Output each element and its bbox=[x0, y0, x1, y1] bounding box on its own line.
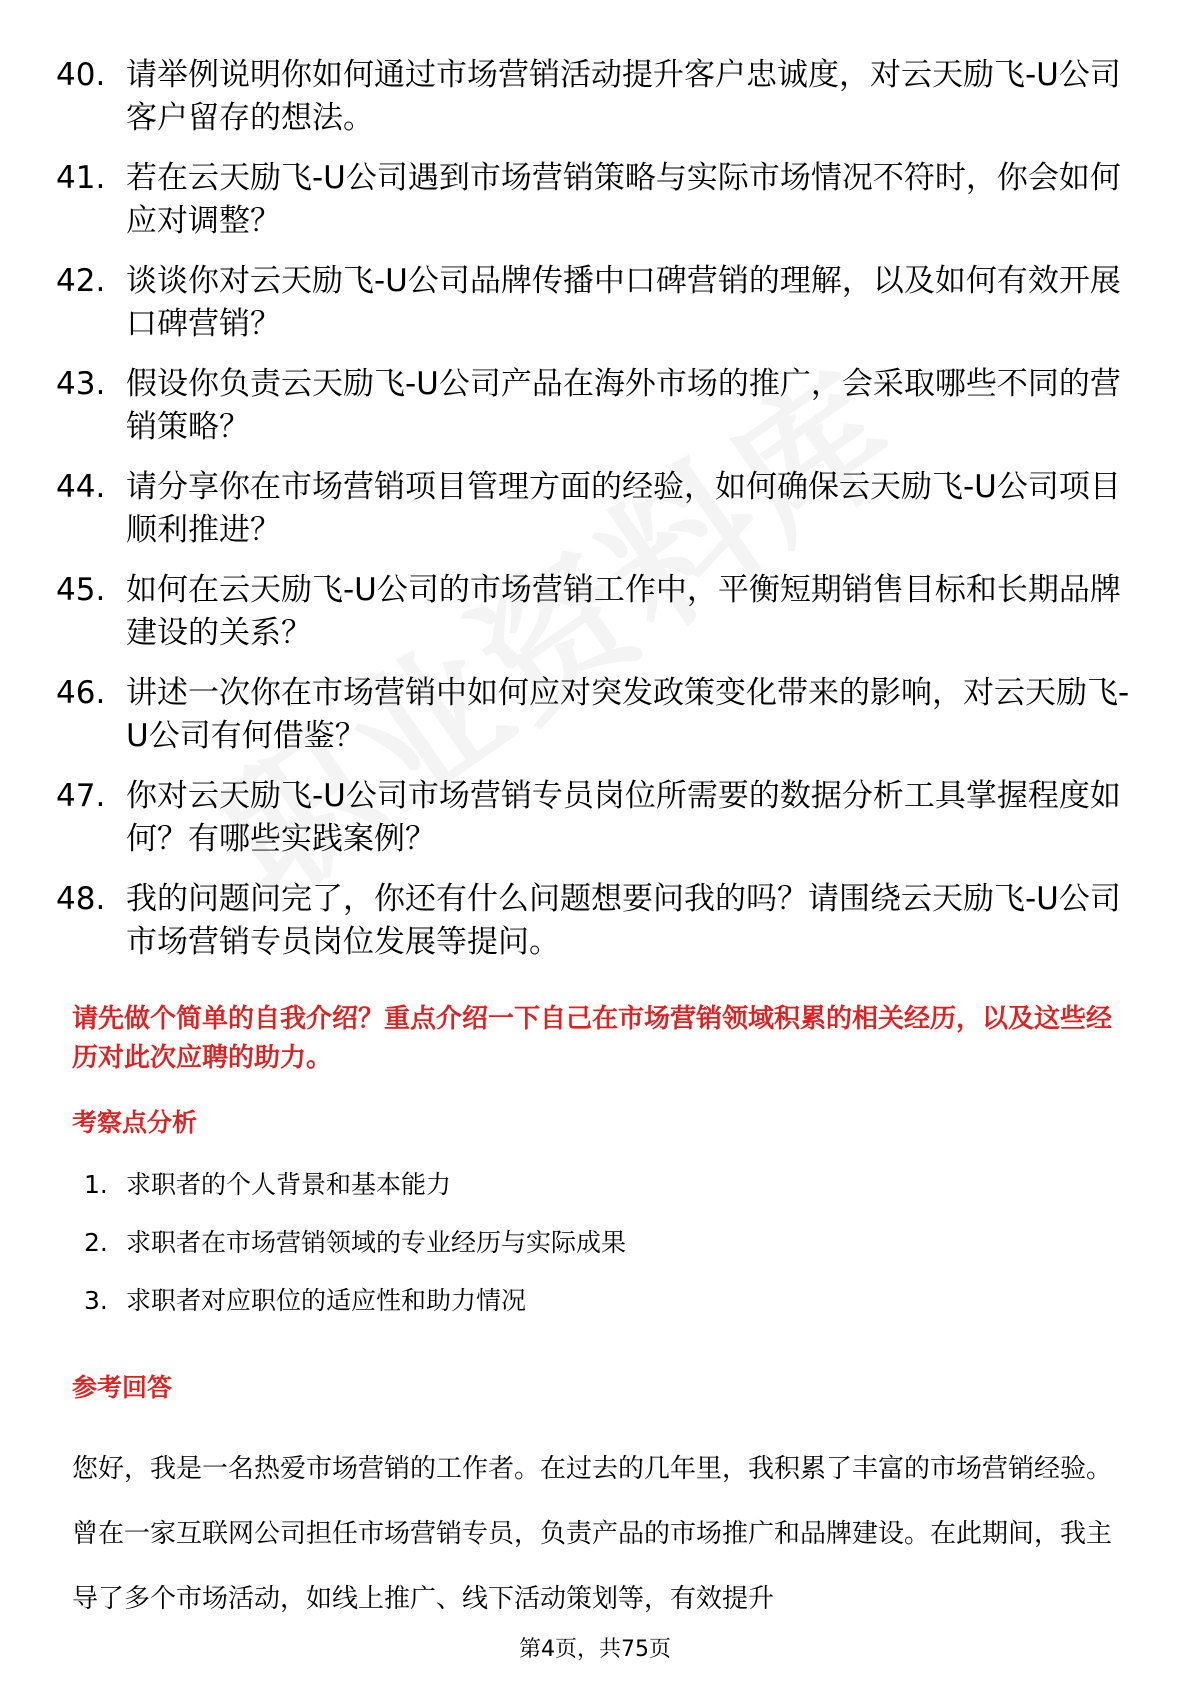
question-number: 41. bbox=[56, 160, 106, 196]
reference-answer: 您好，我是一名热爱市场营销的工作者。在过去的几年里，我积累了丰富的市场营销经验。曾在一家互联网公司担任市场营销专员，负责产品的市场推广和品牌建设。在此期间，我主导了多个市场活动，如线上推广、线下活动策划等，有效提升 bbox=[72, 1454, 1113, 1614]
question-item bbox=[56, 569, 1136, 655]
question-item bbox=[56, 363, 1136, 449]
reference-title: 参考回答 bbox=[72, 1373, 173, 1402]
point-text: 求职者的个人背景和基本能力 bbox=[126, 1170, 452, 1199]
question-text: 我的问题问完了，你还有什么问题想要问我的吗？请围绕云天励飞-U公司市场营销专员岗位发展等提问。 bbox=[126, 881, 1121, 960]
question-text: 你对云天励飞-U公司市场营销专员岗位所需要的数据分析工具掌握程度如何？有哪些实践案例？ bbox=[126, 778, 1121, 857]
question-number: 45. bbox=[56, 572, 106, 608]
point-number: 2. bbox=[84, 1228, 108, 1257]
question-number: 47. bbox=[56, 778, 106, 814]
question-text: 讲述一次你在市场营销中如何应对突发政策变化带来的影响，对云天励飞-U公司有何借鉴？ bbox=[126, 675, 1130, 754]
question-item bbox=[56, 878, 1136, 964]
question-item bbox=[56, 157, 1136, 243]
question-text: 请分享你在市场营销项目管理方面的经验，如何确保云天励飞-U公司项目顺利推进？ bbox=[126, 469, 1121, 548]
analysis-point bbox=[84, 1283, 1084, 1319]
question-text: 假设你负责云天励飞-U公司产品在海外市场的推广，会采取哪些不同的营销策略？ bbox=[126, 366, 1121, 445]
question-text: 若在云天励飞-U公司遇到市场营销策略与实际市场情况不符时，你会如何应对调整？ bbox=[126, 160, 1121, 239]
question-item bbox=[56, 260, 1136, 346]
question-text: 请举例说明你如何通过市场营销活动提升客户忠诚度，对云天励飞-U公司客户留存的想法。 bbox=[126, 57, 1121, 136]
question-list bbox=[56, 54, 1136, 981]
intro-question: 请先做个简单的自我介绍？重点介绍一下自己在市场营销领域积累的相关经历，以及这些经历对此次应聘的助力。 bbox=[72, 1004, 1113, 1073]
question-item bbox=[56, 672, 1136, 758]
page-footer: 第4页，共75页 bbox=[519, 1637, 671, 1662]
analysis-point bbox=[84, 1225, 1084, 1261]
question-number: 42. bbox=[56, 263, 106, 299]
point-text: 求职者对应职位的适应性和助力情况 bbox=[126, 1286, 527, 1315]
question-item bbox=[56, 775, 1136, 861]
point-number: 3. bbox=[84, 1286, 108, 1315]
question-number: 40. bbox=[56, 57, 106, 93]
analysis-points bbox=[84, 1167, 1084, 1341]
question-number: 46. bbox=[56, 675, 106, 711]
question-item bbox=[56, 54, 1136, 140]
analysis-title: 考察点分析 bbox=[72, 1108, 198, 1137]
question-text: 谈谈你对云天励飞-U公司品牌传播中口碑营销的理解，以及如何有效开展口碑营销？ bbox=[126, 263, 1121, 342]
question-text: 如何在云天励飞-U公司的市场营销工作中，平衡短期销售目标和长期品牌建设的关系？ bbox=[126, 572, 1121, 651]
question-number: 48. bbox=[56, 881, 106, 917]
point-text: 求职者在市场营销领域的专业经历与实际成果 bbox=[126, 1228, 627, 1257]
question-item bbox=[56, 466, 1136, 552]
analysis-point bbox=[84, 1167, 1084, 1203]
point-number: 1. bbox=[84, 1170, 108, 1199]
question-number: 44. bbox=[56, 469, 106, 505]
question-number: 43. bbox=[56, 366, 106, 402]
